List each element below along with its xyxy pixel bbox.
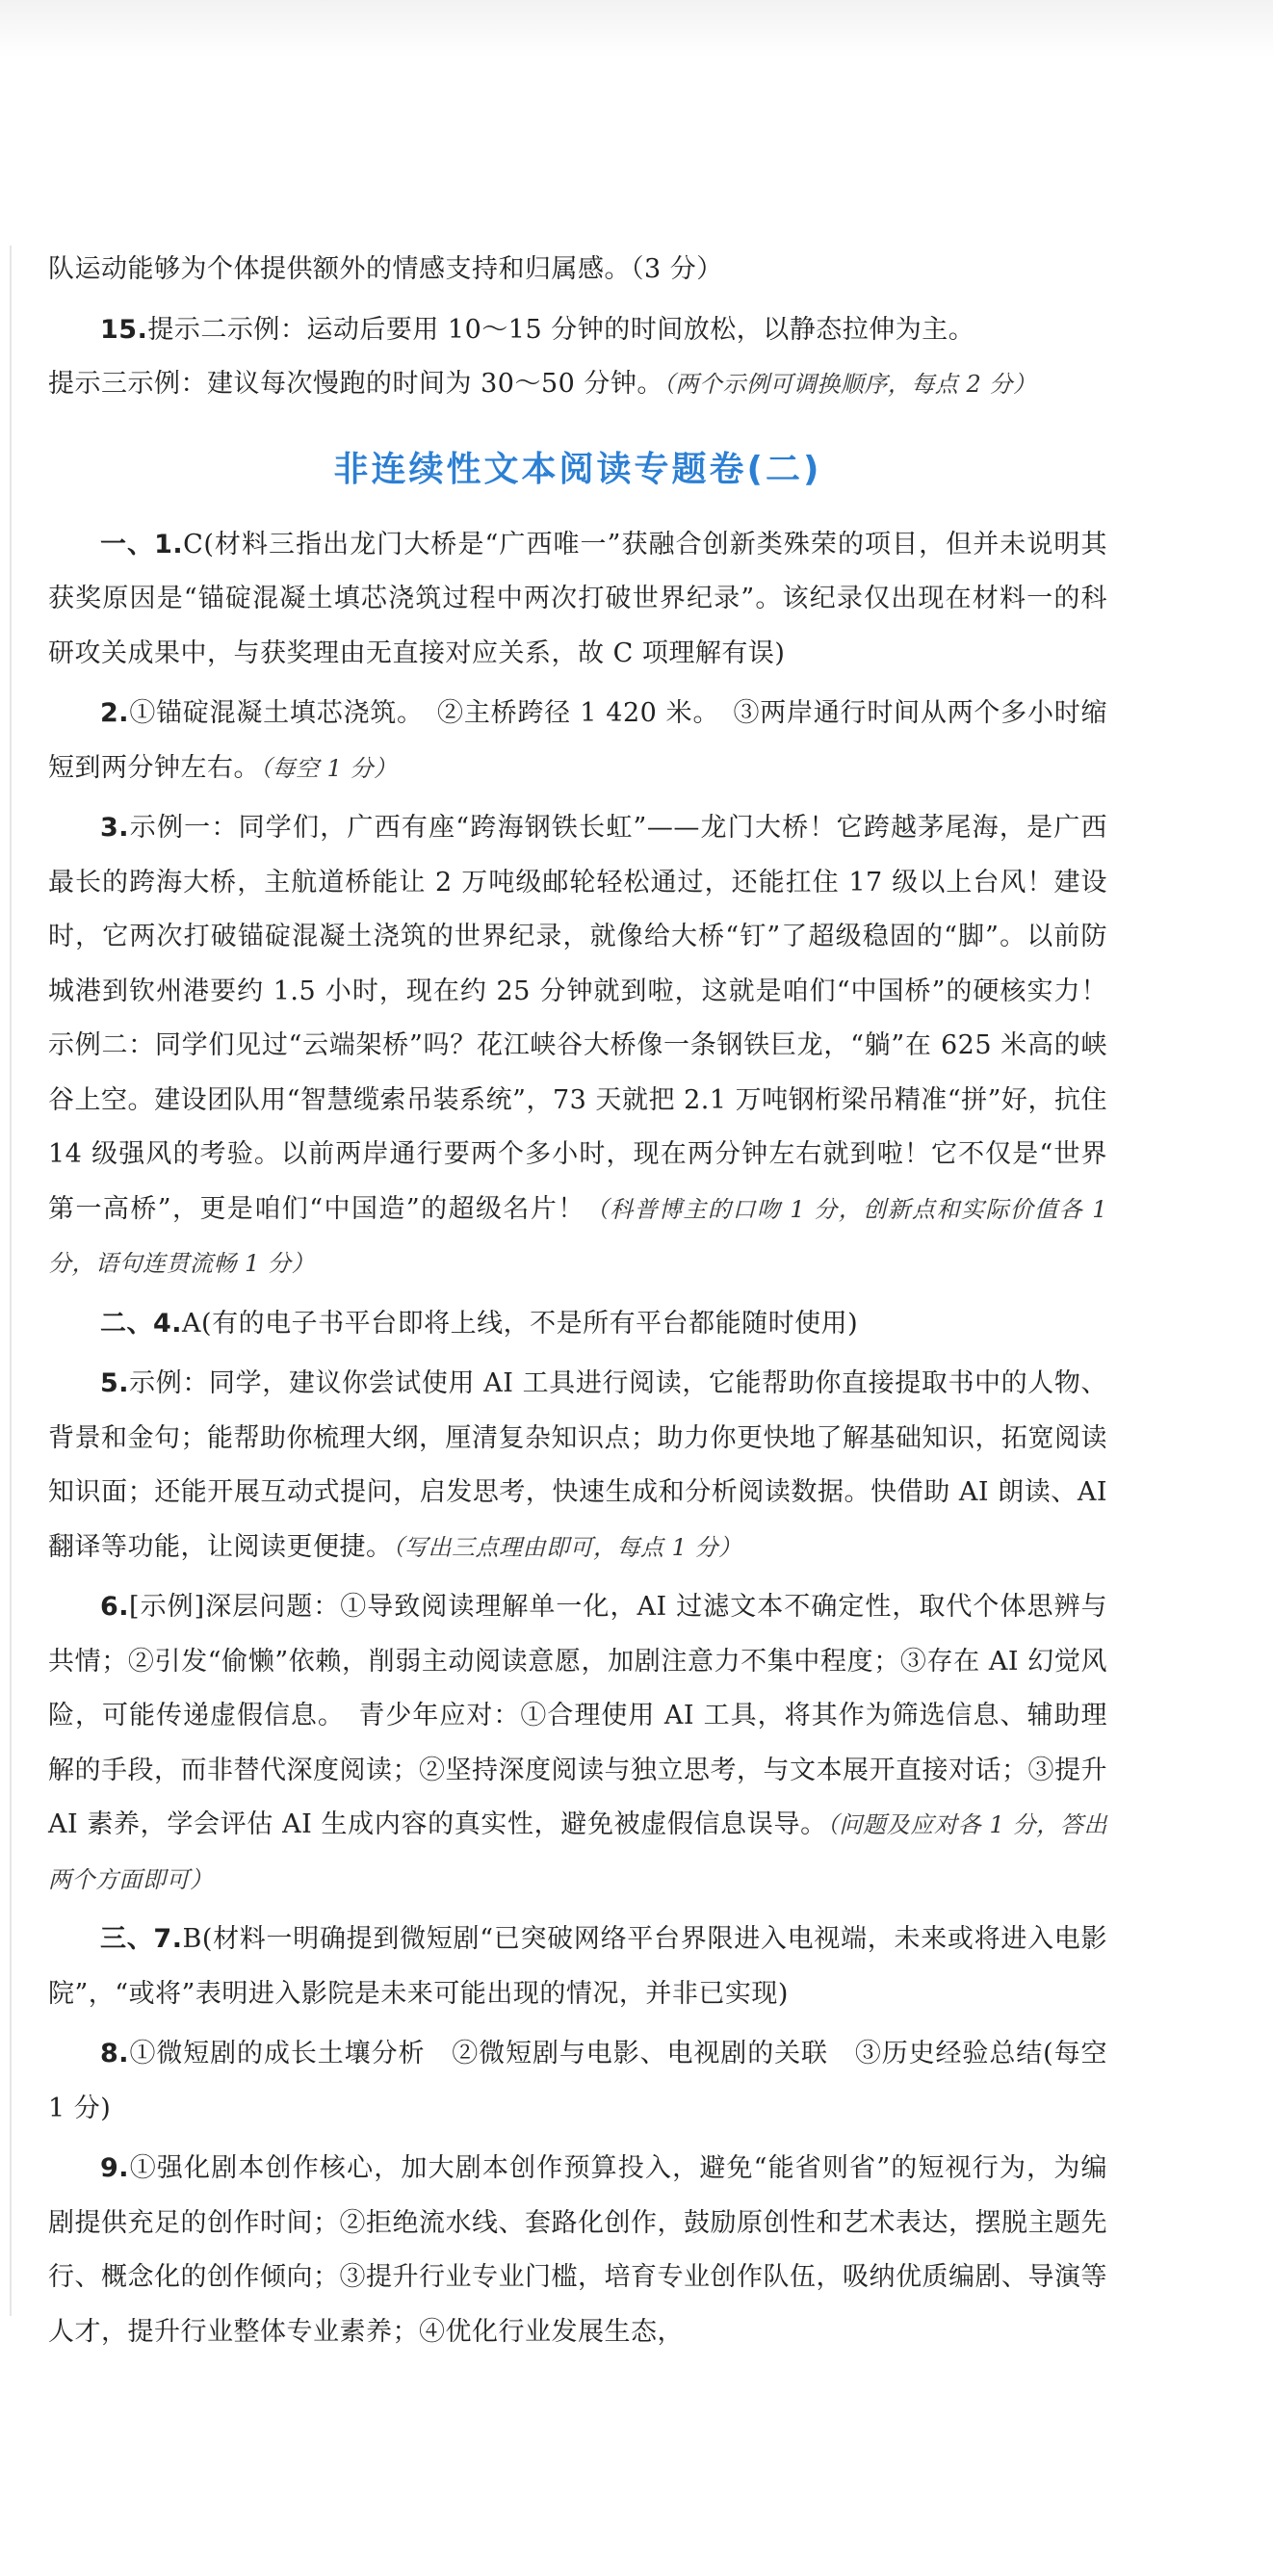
answer-text: 示例：同学，建议你尝试使用 AI 工具进行阅读，它能帮助你直接提取书中的人物、背景和金句；能帮助你梳理大纲，厘清复杂知识点；助力你更快地了解基础知识，拓宽阅读知识面；还能开展互动式提问，启发思考，快速生成和分析阅读数据。快借助 AI 朗读、AI 翻译等功能，让阅读更便捷。 — [48, 1368, 1107, 1562]
answer-5 — [48, 1357, 1107, 1574]
answer-9 — [48, 2142, 1107, 2359]
section-title: 非连续性文本阅读专题卷(二) — [333, 449, 822, 489]
answer-number: 一、1. — [100, 529, 184, 559]
answer-number: 2. — [100, 698, 130, 728]
answer-number: 6. — [100, 1592, 130, 1622]
binding-edge — [10, 246, 12, 2316]
answer-number: 三、7. — [100, 1924, 183, 1954]
answer-text: ①微短剧的成长土壤分析 ②微短剧与电影、电视剧的关联 ③历史经验总结 — [129, 2039, 1044, 2069]
answer-number: 5. — [100, 1368, 130, 1398]
continuation-text: 队运动能够为个体提供额外的情感支持和归属感。 — [48, 254, 631, 284]
answer-4 — [48, 1297, 1107, 1352]
answer-text: C(材料三指出龙门大桥是“广西唯一”获融合创新类殊荣的项目，但并未说明其获奖原因是“锚碇混凝土填芯浇筑过程中两次打破世界纪录”。该纪录仅出现在材料一的科研攻关成果中，与获奖理由无直接对应关系，故 C 项理解有误) — [48, 529, 1107, 668]
answer-text: ①锚碇混凝土填芯浇筑。 ②主桥跨径 1 420 米。 ③两岸通行时间从两个多小时缩短到两分钟左右。 — [48, 698, 1107, 783]
answer-6 — [48, 1580, 1107, 1907]
answer-text: [示例]深层问题：①导致阅读理解单一化，AI 过滤文本不确定性，取代个体思辨与共情；②引发“偷懒”依赖，削弱主动阅读意愿，加剧注意力不集中程度；③存在 AI 幻觉风险，可能传递虚假信息。 青少年应对：①合理使用 AI 工具，将其作为筛选信息、辅助理解的手段，而非替代深度阅读；②坚持深度阅读与独立思考，与文本展开直接对话；③提升 AI 素养，学会评估 AI 生成内容的真实性，避免被虚假信息误导。 — [48, 1592, 1107, 1839]
answer-number: 9. — [100, 2153, 130, 2183]
answer-number: 15. — [100, 314, 148, 345]
answer-number: 二、4. — [100, 1308, 183, 1339]
score-note: （问题及应对各 1 分，答出两个方面即可） — [48, 1811, 1108, 1893]
score-note: (每空 1 分) — [48, 2039, 1107, 2123]
answer-8 — [48, 2027, 1107, 2136]
answer-content — [48, 243, 1134, 2365]
answer-text: 提示二示例：运动后要用 10～15 分钟的时间放松，以静态拉伸为主。 — [147, 314, 975, 345]
answer-1 — [48, 518, 1107, 682]
answer-number: 3. — [100, 813, 130, 843]
score-note: （两个示例可调换顺序，每点 2 分） — [662, 371, 1037, 398]
answer-3 — [48, 801, 1134, 1291]
score-note: （每空 1 分） — [260, 754, 398, 782]
answer-2 — [48, 687, 1107, 795]
answer-text: A(有的电子书平台即将上线，不是所有平台都能随时使用) — [182, 1308, 859, 1339]
answer-text: ①强化剧本创作核心，加大剧本创作预算投入，避免“能省则省”的短视行为，为编剧提供充足的创作时间；②拒绝流水线、套路化创作，鼓励原创性和艺术表达，摆脱主题先行、概念化的创作倾向；③提升行业专业门槛，培育专业创作队伍，吸纳优质编剧、导演等人才，提升行业整体专业素养；④优化行业发展生态， — [48, 2153, 1107, 2347]
continuation-paragraph — [48, 243, 1107, 298]
answer-text: 示例一：同学们，广西有座“跨海钢铁长虹”——龙门大桥！它跨越茅尾海，是广西最长的跨海大桥，主航道桥能让 2 万吨级邮轮轻松通过，还能扛住 17 级以上台风！建设时，它两次打破锚碇混凝土浇筑的世界纪录，就像给大桥“钉”了超级稳固的“脚”。以前防城港到钦州港要约 1.5 小时，现在约 25 分钟就到啦，这就是咱们“中国桥”的硬核实力！ 示例二：同学们见过“云端架桥”吗？花江峡谷大桥像一条钢铁巨龙，“躺”在 625 米高的峡谷上空。建设团队用“智慧缆索吊装系统”，73 天就把 2.1 万吨钢桁梁吊精准“拼”好，抗住 14 级强风的考验。以前两岸通行要两个多小时，现在两分钟左右就到啦！它不仅是“世界第一高桥”，更是咱们“中国造”的超级名片！ — [48, 813, 1134, 1224]
answer-number: 8. — [100, 2039, 130, 2069]
page-top-shadow — [0, 0, 1273, 58]
score-note: （写出三点理由即可，每点 1 分） — [392, 1533, 742, 1561]
answer-text: B(材料一明确提到微短剧“已突破网络平台界限进入电视端，未来或将进入电影院”，“或将”表明进入影院是未来可能出现的情况，并非已实现) — [48, 1924, 1107, 2009]
answer-15 — [48, 303, 1107, 358]
score-note: （科普博主的口吻 1 分，创新点和实际价值各 1 分，语句连贯流畅 1 分） — [48, 1195, 1107, 1277]
continuation-note: （3 分） — [631, 254, 723, 284]
answer-text: 提示三示例：建议每次慢跑的时间为 30～50 分钟。 — [48, 369, 663, 399]
answer-7 — [48, 1912, 1107, 2021]
answer-15-continued — [48, 357, 1107, 412]
